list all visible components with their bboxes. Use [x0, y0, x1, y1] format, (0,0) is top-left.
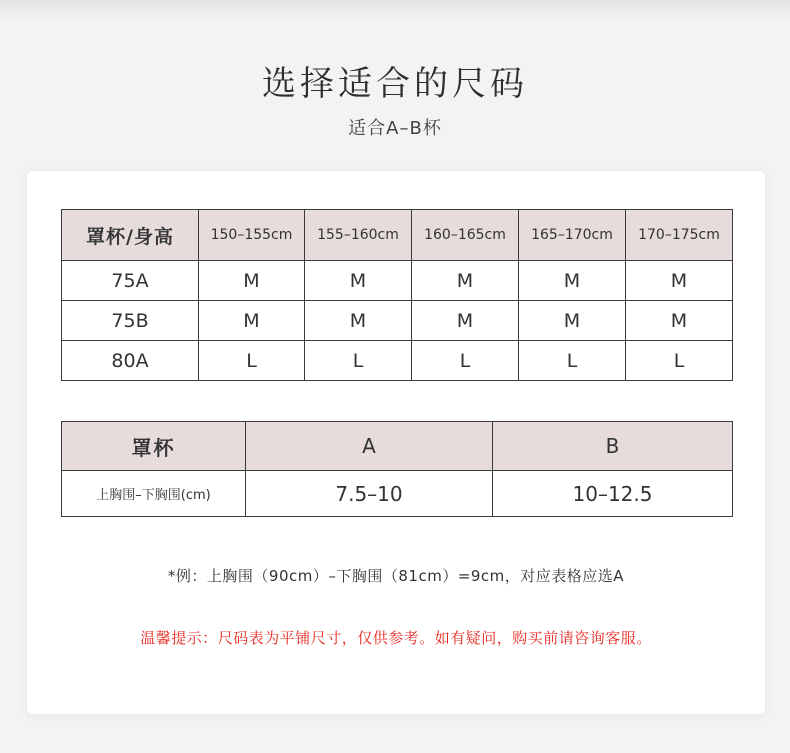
- height-range-header: 155–160cm: [305, 210, 412, 261]
- size-cell: M: [626, 301, 733, 341]
- height-range-header: 150–155cm: [199, 210, 305, 261]
- size-cell: L: [626, 341, 733, 381]
- cup-table: [61, 421, 733, 517]
- size-cell: L: [199, 341, 305, 381]
- table-row: [62, 341, 733, 381]
- cup-size-label: 75B: [62, 301, 199, 341]
- table-row: [62, 261, 733, 301]
- top-shadow: [0, 0, 790, 20]
- size-cell: M: [412, 301, 519, 341]
- table-row: [62, 301, 733, 341]
- size-cell: M: [199, 301, 305, 341]
- size-cell: M: [626, 261, 733, 301]
- page-subtitle: 适合A–B杯: [348, 118, 442, 139]
- bust-difference-value: 10–12.5: [493, 471, 733, 517]
- size-cell: L: [305, 341, 412, 381]
- cup-header: B: [493, 422, 733, 471]
- size-table-corner-label: 罩杯/身高: [62, 210, 199, 261]
- height-range-header: 170–175cm: [626, 210, 733, 261]
- cup-table-corner-label: 罩杯: [62, 422, 246, 471]
- bust-difference-value: 7.5–10: [246, 471, 493, 517]
- size-cell: M: [519, 301, 626, 341]
- size-cell: M: [305, 301, 412, 341]
- cup-size-label: 80A: [62, 341, 199, 381]
- size-cell: M: [199, 261, 305, 301]
- bust-difference-label: 上胸围–下胸围(cm): [62, 471, 246, 517]
- size-cell: M: [412, 261, 519, 301]
- size-cell: L: [412, 341, 519, 381]
- cup-table-header-row: [62, 422, 733, 471]
- warm-tip: 温馨提示：尺码表为平铺尺寸，仅供参考。如有疑问，购买前请咨询客服。: [140, 629, 652, 647]
- size-table: [61, 209, 733, 381]
- page-title: 选择适合的尺码: [262, 64, 528, 104]
- cup-header: A: [246, 422, 493, 471]
- size-table-header-row: [62, 210, 733, 261]
- size-cell: L: [519, 341, 626, 381]
- height-range-header: 160–165cm: [412, 210, 519, 261]
- size-chart-card: [27, 171, 765, 714]
- table-row: [62, 471, 733, 517]
- height-range-header: 165–170cm: [519, 210, 626, 261]
- size-cell: M: [305, 261, 412, 301]
- size-cell: M: [519, 261, 626, 301]
- cup-size-label: 75A: [62, 261, 199, 301]
- example-note: *例：上胸围（90cm）–下胸围（81cm）=9cm，对应表格应选A: [167, 567, 625, 585]
